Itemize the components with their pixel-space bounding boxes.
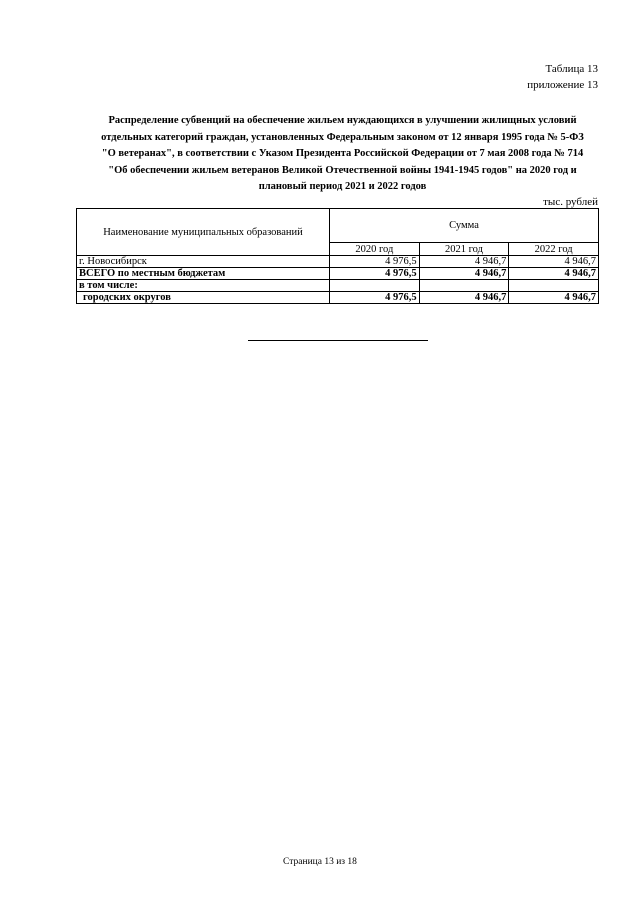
table-row [77, 292, 599, 304]
value-cell [509, 280, 599, 292]
title-line: "Об обеспечении жильем ветеранов Великой Отечественной войны 1941-1945 годов" на 2020 год и [108, 164, 577, 176]
table-row [77, 256, 599, 268]
value-cell: 4 946,7 [419, 268, 509, 280]
row-name: г. Новосибирск [77, 256, 330, 268]
value-cell: 4 946,7 [509, 292, 599, 304]
subsidy-table [76, 208, 599, 304]
value-cell [330, 280, 420, 292]
title-line: Распределение субвенций на обеспечение жильем нуждающихся в улучшении жилищных условий [108, 115, 577, 126]
title-line: "О ветеранах", в соответствии с Указом Президента Российской Федерации от 7 мая 2008 года № 714 [101, 148, 584, 160]
value-cell: 4 946,7 [419, 292, 509, 304]
title-line: плановый период 2021 и 2022 годов [258, 181, 427, 193]
table-row [77, 280, 599, 292]
column-header-sum: Сумма [330, 209, 599, 243]
value-cell: 4 946,7 [509, 256, 599, 268]
title-line: отдельных категорий граждан, установленных Федеральным законом от 12 января 1995 года № 5-ФЗ [101, 131, 584, 143]
table-row [77, 268, 599, 280]
value-cell: 4 946,7 [509, 268, 599, 280]
page-number: Страница 13 из 18 [283, 857, 357, 867]
column-header-name: Наименование муниципальных образований [77, 209, 330, 256]
row-name: городских округов [77, 292, 330, 304]
value-cell: 4 946,7 [419, 256, 509, 268]
year-header: 2020 год [330, 243, 420, 256]
row-name: ВСЕГО по местным бюджетам [77, 268, 330, 280]
units-label: тыс. рублей [543, 196, 598, 208]
table-number: Таблица 13 [545, 63, 598, 75]
value-cell: 4 976,5 [330, 268, 420, 280]
year-header: 2022 год [509, 243, 599, 256]
value-cell: 4 976,5 [330, 292, 420, 304]
value-cell: 4 976,5 [330, 256, 420, 268]
value-cell [419, 280, 509, 292]
appendix-number: приложение 13 [527, 79, 598, 91]
separator-line [248, 340, 428, 341]
document-title [70, 113, 615, 196]
row-name: в том числе: [77, 280, 330, 292]
year-header: 2021 год [419, 243, 509, 256]
